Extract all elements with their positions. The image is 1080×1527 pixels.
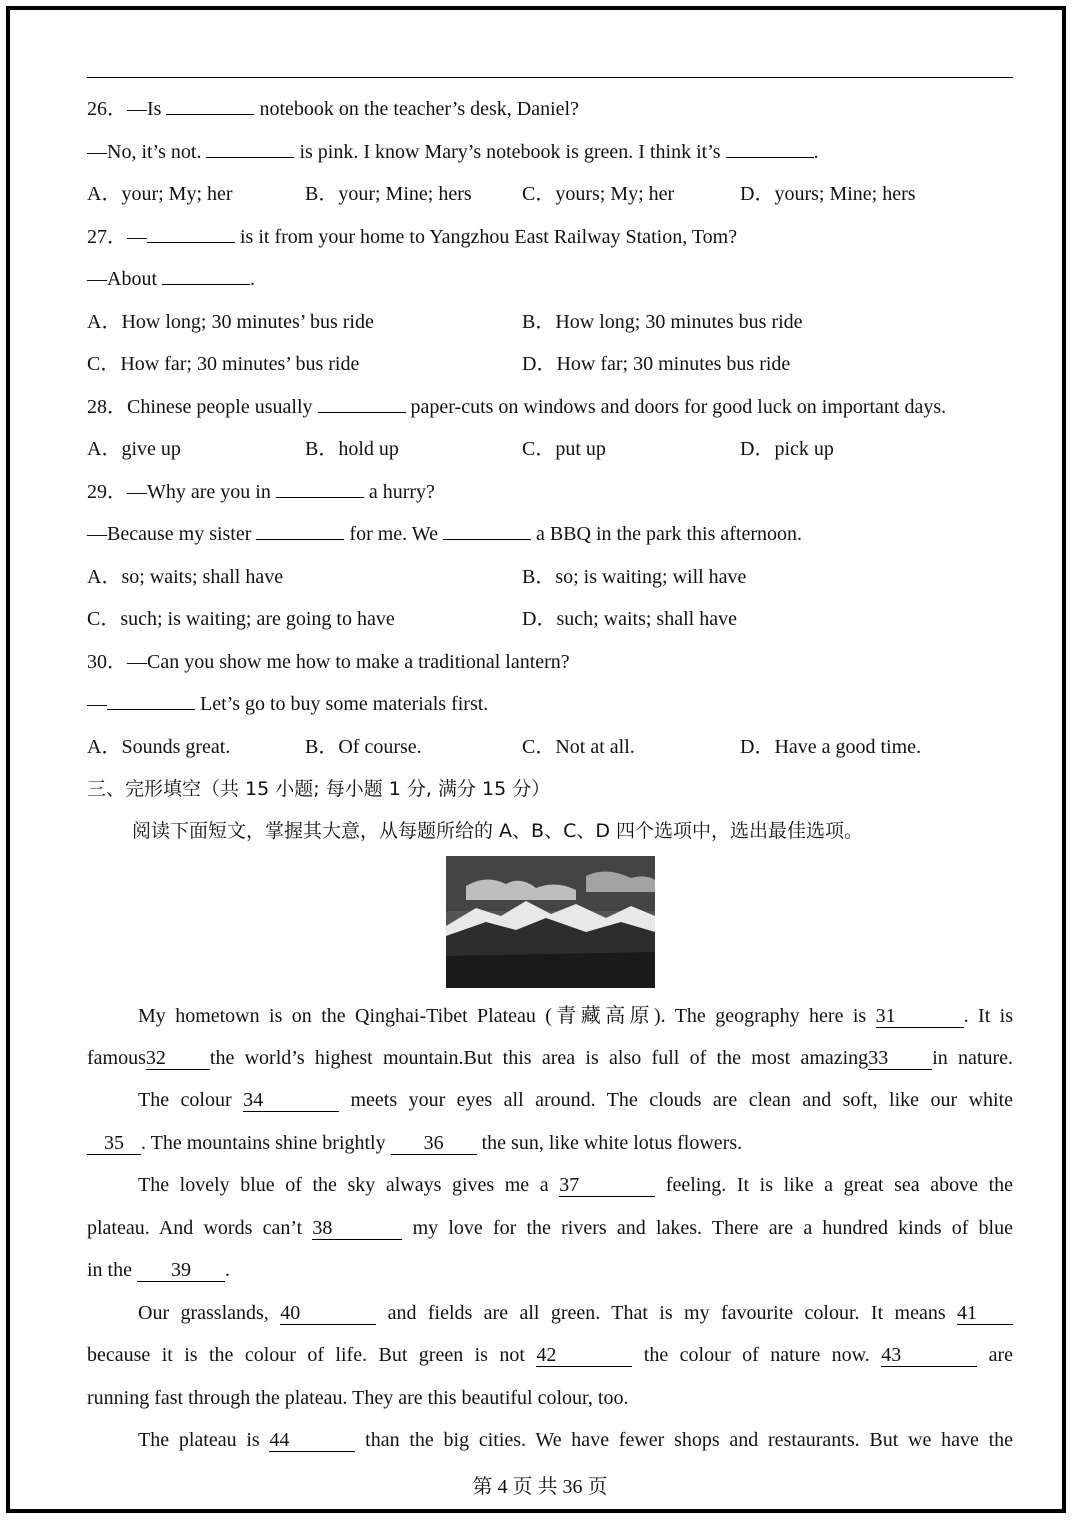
header-rule: [87, 77, 1013, 78]
answer-blank: [276, 479, 364, 498]
passage-line-6: plateau. And words can’t 38 my love for the rivers and lakes. There are a hundred kinds of blue: [87, 1217, 1013, 1239]
mountain-landscape-image: [446, 856, 655, 988]
passage-line-10: running fast through the plateau. They are this beautiful colour, too.: [87, 1387, 629, 1409]
option-d: D．How far; 30 minutes bus ride: [522, 353, 791, 375]
option-b: B．so; is waiting; will have: [522, 566, 747, 588]
q30-stem-line-2: — Let’s go to buy some materials first.: [87, 693, 489, 715]
passage-line-8: Our grasslands, 40 and fields are all green. That is my favourite colour. It means 41: [138, 1300, 1013, 1326]
option-c: C．such; is waiting; are going to have: [87, 608, 395, 630]
q27-stem-line-1: 27．— is it from your home to Yangzhou East Railway Station, Tom?: [87, 226, 738, 248]
passage-line-4: 35 . The mountains shine brightly 36 the sun, like white lotus flowers.: [87, 1130, 1013, 1156]
q30-stem-line-1: 30．—Can you show me how to make a traditional lantern?: [87, 651, 570, 673]
cloze-blank-41: 41: [957, 1302, 1013, 1325]
passage-line-7: in the 39 .: [87, 1259, 230, 1281]
cloze-blank-31: 31: [876, 1005, 964, 1028]
answer-blank: [147, 224, 235, 243]
cloze-blank-34: 34: [243, 1089, 339, 1112]
option-a: A．so; waits; shall have: [87, 566, 284, 588]
answer-blank: [443, 521, 531, 540]
cloze-blank-39: 39: [137, 1259, 225, 1282]
answer-blank: [206, 139, 294, 158]
option-b: B．your; Mine; hers: [305, 183, 472, 205]
q27-stem-line-2: —About .: [87, 268, 255, 290]
option-d: D．pick up: [740, 438, 834, 460]
cloze-blank-32: 32: [146, 1047, 210, 1070]
option-c: C．Not at all.: [522, 736, 635, 758]
cloze-blank-36: 36: [391, 1132, 477, 1155]
passage-line-3: The colour 34 meets your eyes all around. The clouds are clean and soft, like our white: [138, 1089, 1014, 1111]
q29-stem-line-1: 29．—Why are you in a hurry?: [87, 481, 435, 503]
option-d: D．yours; Mine; hers: [740, 183, 916, 205]
option-b: B．hold up: [305, 438, 399, 460]
cloze-blank-44: 44: [269, 1429, 355, 1452]
cloze-blank-40: 40: [280, 1302, 376, 1325]
passage-line-1: My hometown is on the Qinghai-Tibet Plateau (青藏高原). The geography here is 31 . It is: [138, 1005, 1013, 1027]
option-a: A．give up: [87, 438, 181, 460]
cloze-blank-33: 33: [868, 1047, 932, 1070]
option-a: A．Sounds great.: [87, 736, 231, 758]
option-c: C．How far; 30 minutes’ bus ride: [87, 353, 360, 375]
option-c: C．yours; My; her: [522, 183, 675, 205]
answer-blank: [162, 266, 250, 285]
passage-line-11: The plateau is 44 than the big cities. We have fewer shops and restaurants. But we have the: [138, 1429, 1014, 1451]
section-heading: 三、完形填空（共 15 小题; 每小题 1 分, 满分 15 分）: [87, 778, 551, 800]
exam-page: [6, 6, 1066, 1513]
answer-blank: [107, 691, 195, 710]
passage-line-2: famous32 the world’s highest mountain.But this area is also full of the most amazing33 in nature.: [87, 1047, 1013, 1069]
answer-blank: [256, 521, 344, 540]
answer-blank: [726, 139, 814, 158]
section-instruction: 阅读下面短文，掌握其大意，从每题所给的 A、B、C、D 四个选项中，选出最佳选项。: [132, 820, 864, 842]
q28-stem: 28．Chinese people usually paper-cuts on windows and doors for good luck on important days.: [87, 396, 947, 418]
option-a: A．How long; 30 minutes’ bus ride: [87, 311, 374, 333]
option-c: C．put up: [522, 438, 606, 460]
option-d: D．such; waits; shall have: [522, 608, 737, 630]
answer-blank: [166, 96, 254, 115]
plateau-photo: [446, 856, 655, 988]
option-a: A．your; My; her: [87, 183, 233, 205]
q26-stem-line-1: 26．—Is notebook on the teacher’s desk, Daniel?: [87, 98, 579, 120]
passage-line-5: The lovely blue of the sky always gives me a 37 feeling. It is like a great sea above the: [138, 1174, 1014, 1196]
cloze-blank-43: 43: [881, 1344, 977, 1367]
cloze-blank-35: 35: [87, 1132, 141, 1155]
option-b: B．How long; 30 minutes bus ride: [522, 311, 803, 333]
option-b: B．Of course.: [305, 736, 422, 758]
cloze-blank-38: 38: [312, 1217, 402, 1240]
cloze-blank-37: 37: [559, 1174, 655, 1197]
q26-stem-line-2: —No, it’s not. is pink. I know Mary’s notebook is green. I think it’s .: [87, 141, 819, 163]
passage-line-9: because it is the colour of life. But green is not 42 the colour of nature now. 43 are: [87, 1344, 1014, 1366]
cloze-blank-42: 42: [536, 1344, 632, 1367]
option-d: D．Have a good time.: [740, 736, 922, 758]
page-footer: 第 4 页 共 36 页: [472, 1476, 608, 1498]
q29-stem-line-2: —Because my sister for me. We a BBQ in the park this afternoon.: [87, 523, 803, 545]
answer-blank: [318, 394, 406, 413]
